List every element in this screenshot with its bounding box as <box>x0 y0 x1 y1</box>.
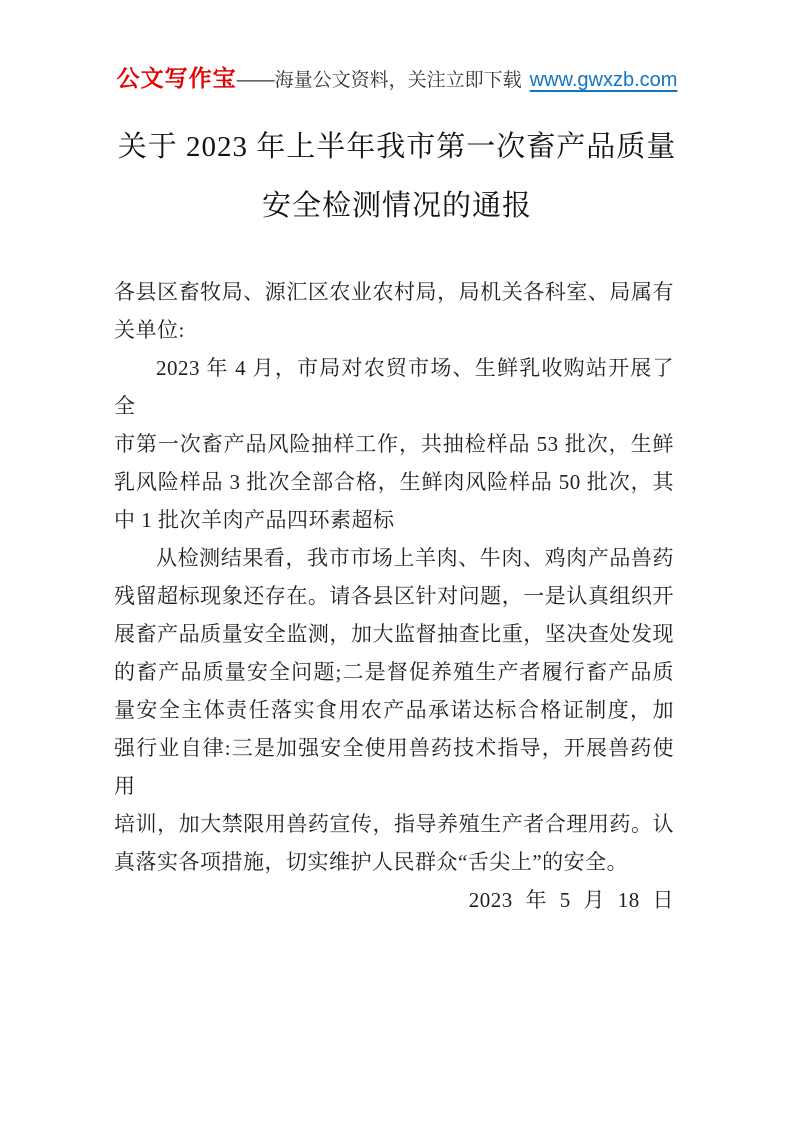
header-tagline: ——海量公文资料，关注立即下载 <box>236 70 522 91</box>
body-line: 乳风险样品 3 批次全部合格，生鲜肉风险样品 50 批次，其 <box>114 470 674 494</box>
letterhead <box>0 60 794 93</box>
body-line: 各县区畜牧局、源汇区农业农村局，局机关各科室、局属有 <box>114 280 674 304</box>
body-line: 强行业自律:三是加强安全使用兽药技术指导，开展兽药使用 <box>114 736 674 798</box>
body-line: 残留超标现象还存在。请各县区针对问题，一是认真组织开 <box>114 584 674 608</box>
title-line-1: 关于 2023 年上半年我市第一次畜产品质量 <box>117 131 677 163</box>
body-line: 中 1 批次羊肉产品四环素超标 <box>114 508 395 532</box>
body-line: 真落实各项措施，切实维护人民群众“舌尖上”的安全。 <box>114 850 629 874</box>
body-line: 市第一次畜产品风险抽样工作，共抽检样品 53 批次，生鲜 <box>114 432 674 456</box>
document-body <box>114 273 674 919</box>
body-line: 培训，加大禁限用兽药宣传，指导养殖生产者合理用药。认 <box>114 812 674 836</box>
body-line: 的畜产品质量安全问题;二是督促养殖生产者履行畜产品质 <box>114 660 674 684</box>
body-line: 2023 年 4 月，市局对农贸市场、生鲜乳收购站开展了全 <box>114 356 674 418</box>
date-line: 2023 年 5 月 18 日 <box>468 888 674 912</box>
brand-name: 公文写作宝 <box>116 65 237 91</box>
document-title <box>60 118 734 236</box>
body-line: 关单位: <box>114 318 185 342</box>
title-line-2: 安全检测情况的通报 <box>261 190 532 222</box>
body-line: 展畜产品质量安全监测，加大监督抽查比重，坚决查处发现 <box>114 622 674 646</box>
body-line: 从检测结果看，我市市场上羊肉、牛肉、鸡肉产品兽药 <box>156 546 674 570</box>
website-link[interactable]: www.gwxzb.com <box>529 69 678 91</box>
body-line: 量安全主体责任落实食用农产品承诺达标合格证制度，加 <box>114 698 674 722</box>
